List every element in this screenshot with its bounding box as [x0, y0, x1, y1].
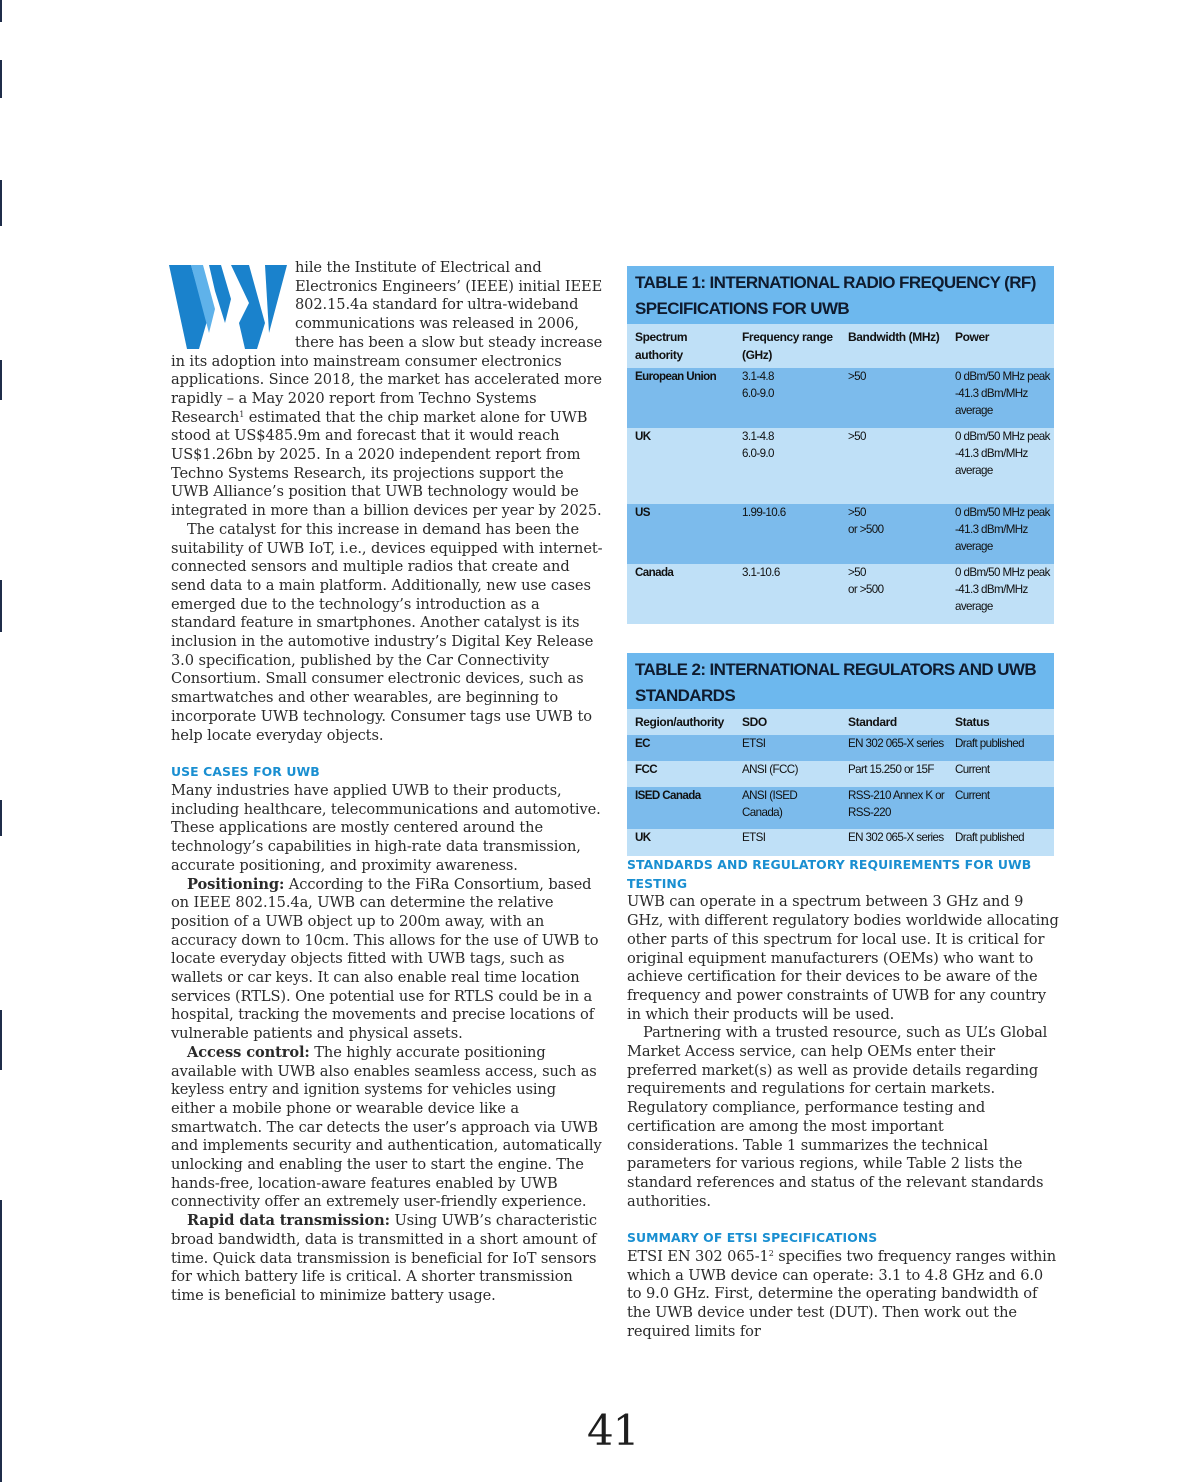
use-cases-intro: Many industries have applied UWB to their products, including healthcare, telecommunications and automotive. These applications are mostly centered around the technology’s capabilities in high-rate data transmission, accurate positioning, and proximity awareness. [171, 781, 601, 874]
table-2-header: Status [947, 709, 1054, 735]
positioning-paragraph: Positioning: According to the FiRa Consortium, based on IEEE 802.15.4a, UWB can determine the relative position of a UWB object up to 200m away, with an accuracy down to 10cm. This allows for the use of UWB to locate everyday objects fitted with UWB tags, such as wallets or car keys. It can also enable real time location services (RTLS). One potential use for RTLS could be in a hospital, tracking the movements and precise locations of vulnerable patients and physical assets. [171, 875, 599, 1043]
positioning-label: Positioning: [187, 875, 285, 893]
table-1-rf-specifications [627, 266, 1054, 624]
standards-paragraph-1: UWB can operate in a spectrum between 3 GHz and 9 GHz, with different regulatory bodies worldwide allocating other parts of this spectrum for local use. It is critical for original equipment manufacturers (OEMs) who want to achieve certification for their devices to be aware of the frequency and power constraints of UWB for any country in which their products will be used. [627, 893, 1059, 1023]
access-control-paragraph: Access control: The highly accurate positioning available with UWB also enables seamless access, such as keyless entry and ignition systems for vehicles using either a mobile phone or wearable device like a smartwatch. The car detects the user’s approach via UWB and implements security and authentication, automatically unlocking and enabling the user to start the engine. The hands-free, location-aware features enabled by UWB connectivity offer an extremely user-friendly experience. [171, 1043, 602, 1211]
rapid-data-label: Rapid data transmission: [187, 1212, 390, 1230]
etsi-heading: SUMMARY OF ETSI SPECIFICATIONS [627, 1230, 878, 1246]
table-row: ISED Canada ANSI (ISED Canada) RSS-210 Annex K or RSS-220 Current [627, 787, 1054, 829]
standards-heading: STANDARDS AND REGULATORY REQUIREMENTS FOR UWB TESTING [627, 857, 1032, 891]
access-control-label: Access control: [187, 1043, 310, 1061]
rapid-data-paragraph: Rapid data transmission: Using UWB’s characteristic broad bandwidth, data is transmitted in a short amount of time. Quick data transmission is beneficial for IoT sensors for which battery life is critical. A shorter transmission time is beneficial to minimize battery usage. [171, 1212, 597, 1304]
table-2-header: Standard [840, 709, 947, 735]
table-row: US 1.99-10.6 >50 or >500 0 dBm/50 MHz peak -41.3 dBm/MHz average [627, 504, 1054, 564]
article-left-column [171, 259, 603, 1306]
table-2-header: SDO [734, 709, 840, 735]
etsi-paragraph: ETSI EN 302 $065-1^2$ specifies two frequency ranges within which a UWB device can operate: 3.1 to 4.8 GHz and 6.0 to 9.0 GHz. First, determine the operating bandwidth of the UWB device under test (DUT). Then work out the required limits for [627, 1248, 1057, 1340]
standards-paragraph-2: Partnering with a trusted resource, such as UL’s Global Market Access service, can help OEMs enter their preferred market(s) as well as provide details regarding requirements and regulations for certain markets. Regulatory compliance, performance testing and certification are among the most important considerations. Table 1 summarizes the technical parameters for various regions, while Table 2 lists the standard references and status of the relevant standards authorities. [627, 1024, 1048, 1210]
table-2-title: TABLE 2: INTERNATIONAL REGULATORS AND UWB STANDARDS [627, 653, 1054, 709]
table-row: European Union 3.1-4.8 6.0-9.0 >50 0 dBm/50 MHz peak -41.3 dBm/MHz average [627, 368, 1054, 428]
intro-paragraph: hile the Institute of Electrical and Electronics Engineers’ (IEEE) initial IEEE 802.15.4a standard for ultra-wideband communications was released in 2006, there has been a slow but steady increase in its adoption into mainstream consumer electronics applications. Since 2018, the market has accelerated more rapidly – a May 2020 report from Techno Systems Research$^1$ estimated that the chip market alone for UWB stood at US$485.9m and forecast that it would reach US$1.26bn by 2025. In a 2020 independent report from Techno Systems Research, its projections support the UWB Alliance’s position that UWB technology would be integrated in more than a billion devices per year by 2025. [171, 259, 603, 520]
dropcap-w [169, 263, 287, 349]
table-row: UK ETSI EN 302 065-X series Draft published [627, 829, 1054, 856]
table-2-header: Region/authority [627, 709, 734, 735]
table-row: UK 3.1-4.8 6.0-9.0 >50 0 dBm/50 MHz peak -41.3 dBm/MHz average [627, 428, 1054, 504]
table-row: Canada 3.1-10.6 >50 or >500 0 dBm/50 MHz peak -41.3 dBm/MHz average [627, 564, 1054, 624]
table-1-header: Spectrum authority [627, 324, 734, 368]
table-row: EC ETSI EN 302 065-X series Draft published [627, 735, 1054, 761]
binding-edge [0, 0, 3, 1482]
catalyst-paragraph: The catalyst for this increase in demand has been the suitability of UWB IoT, i.e., devices equipped with internet-connected sensors and multiple radios that create and send data to a main platform. Additionally, new use cases emerged due to the technology’s introduction as a standard feature in smartphones. Another catalyst is its inclusion in the automotive industry’s Digital Key Release 3.0 specification, published by the Car Connectivity Consortium. Small consumer electronic devices, such as smartwatches and other wearables, are beginning to incorporate UWB technology. Consumer tags use UWB to help locate everyday objects. [171, 520, 603, 744]
table-1-header: Frequency range (GHz) [734, 324, 840, 368]
article-right-column [627, 856, 1059, 1342]
table-row: FCC ANSI (FCC) Part 15.250 or 15F Current [627, 761, 1054, 787]
table-1-header: Bandwidth (MHz) [840, 324, 947, 368]
use-cases-heading: USE CASES FOR UWB [171, 764, 320, 780]
table-1-title: TABLE 1: INTERNATIONAL RADIO FREQUENCY (RF) SPECIFICATIONS FOR UWB [627, 266, 1054, 324]
table-1-header: Power [947, 324, 1054, 368]
page-number: 41 [587, 1406, 639, 1455]
table-2-regulators-standards [627, 653, 1054, 856]
